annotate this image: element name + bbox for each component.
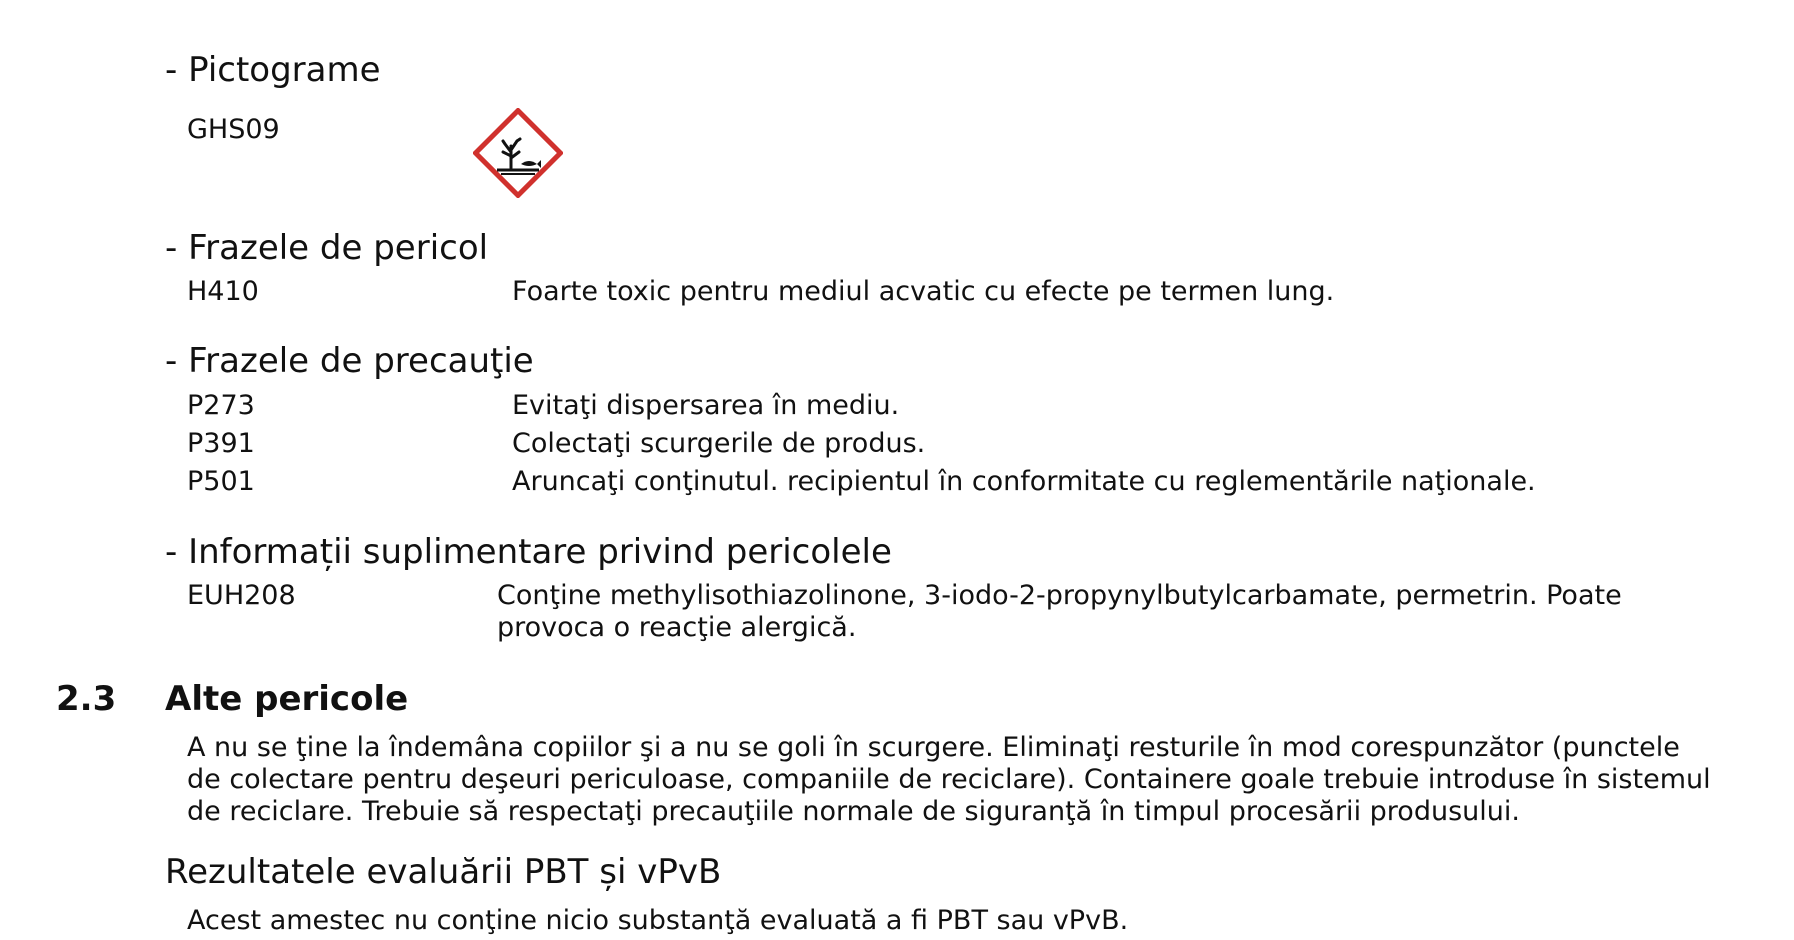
supplementary-code: EUH208 <box>187 580 296 611</box>
precaution-code: P273 <box>187 390 255 421</box>
other-hazards-line: A nu se ţine la îndemâna copiilor şi a nu se goli în scurgere. Eliminaţi resturile în mod corespunzător (punctele <box>187 732 1680 763</box>
pbt-vpvb-text: Acest amestec nu conţine nicio substanţă evaluată a fi PBT sau vPvB. <box>187 905 1129 936</box>
other-hazards-line: de colectare pentru deşeuri periculoase, companiile de reciclare). Containere goale trebuie introduse în sistemul <box>187 764 1711 795</box>
supplementary-text-line-2: provoca o reacţie alergică. <box>497 612 857 643</box>
pbt-vpvb-heading: Rezultatele evaluării PBT și vPvB <box>165 852 722 892</box>
ghs09-environment-icon <box>473 108 563 198</box>
section-title: Alte pericole <box>165 679 409 719</box>
precaution-text: Evitaţi dispersarea în mediu. <box>512 390 900 421</box>
supplementary-info-heading: - Informații suplimentare privind pericolele <box>165 532 892 572</box>
precautionary-statements-heading: - Frazele de precauţie <box>165 341 534 381</box>
hazard-text: Foarte toxic pentru mediul acvatic cu efecte pe termen lung. <box>512 276 1335 307</box>
precaution-text: Colectaţi scurgerile de produs. <box>512 428 926 459</box>
hazard-statements-heading: - Frazele de pericol <box>165 228 489 268</box>
other-hazards-line: de reciclare. Trebuie să respectaţi precauţiile normale de siguranţă în timpul procesării produsului. <box>187 796 1520 827</box>
pictograms-heading: - Pictograme <box>165 50 381 90</box>
precaution-code: P501 <box>187 466 255 497</box>
hazard-code: H410 <box>187 276 259 307</box>
section-number: 2.3 <box>56 679 117 719</box>
pictogram-code: GHS09 <box>187 114 280 145</box>
precaution-code: P391 <box>187 428 255 459</box>
supplementary-text-line-1: Conţine methylisothiazolinone, 3-iodo-2-propynylbutylcarbamate, permetrin. Poate <box>497 580 1622 611</box>
precaution-text: Aruncaţi conţinutul. recipientul în conformitate cu reglementările naţionale. <box>512 466 1536 497</box>
